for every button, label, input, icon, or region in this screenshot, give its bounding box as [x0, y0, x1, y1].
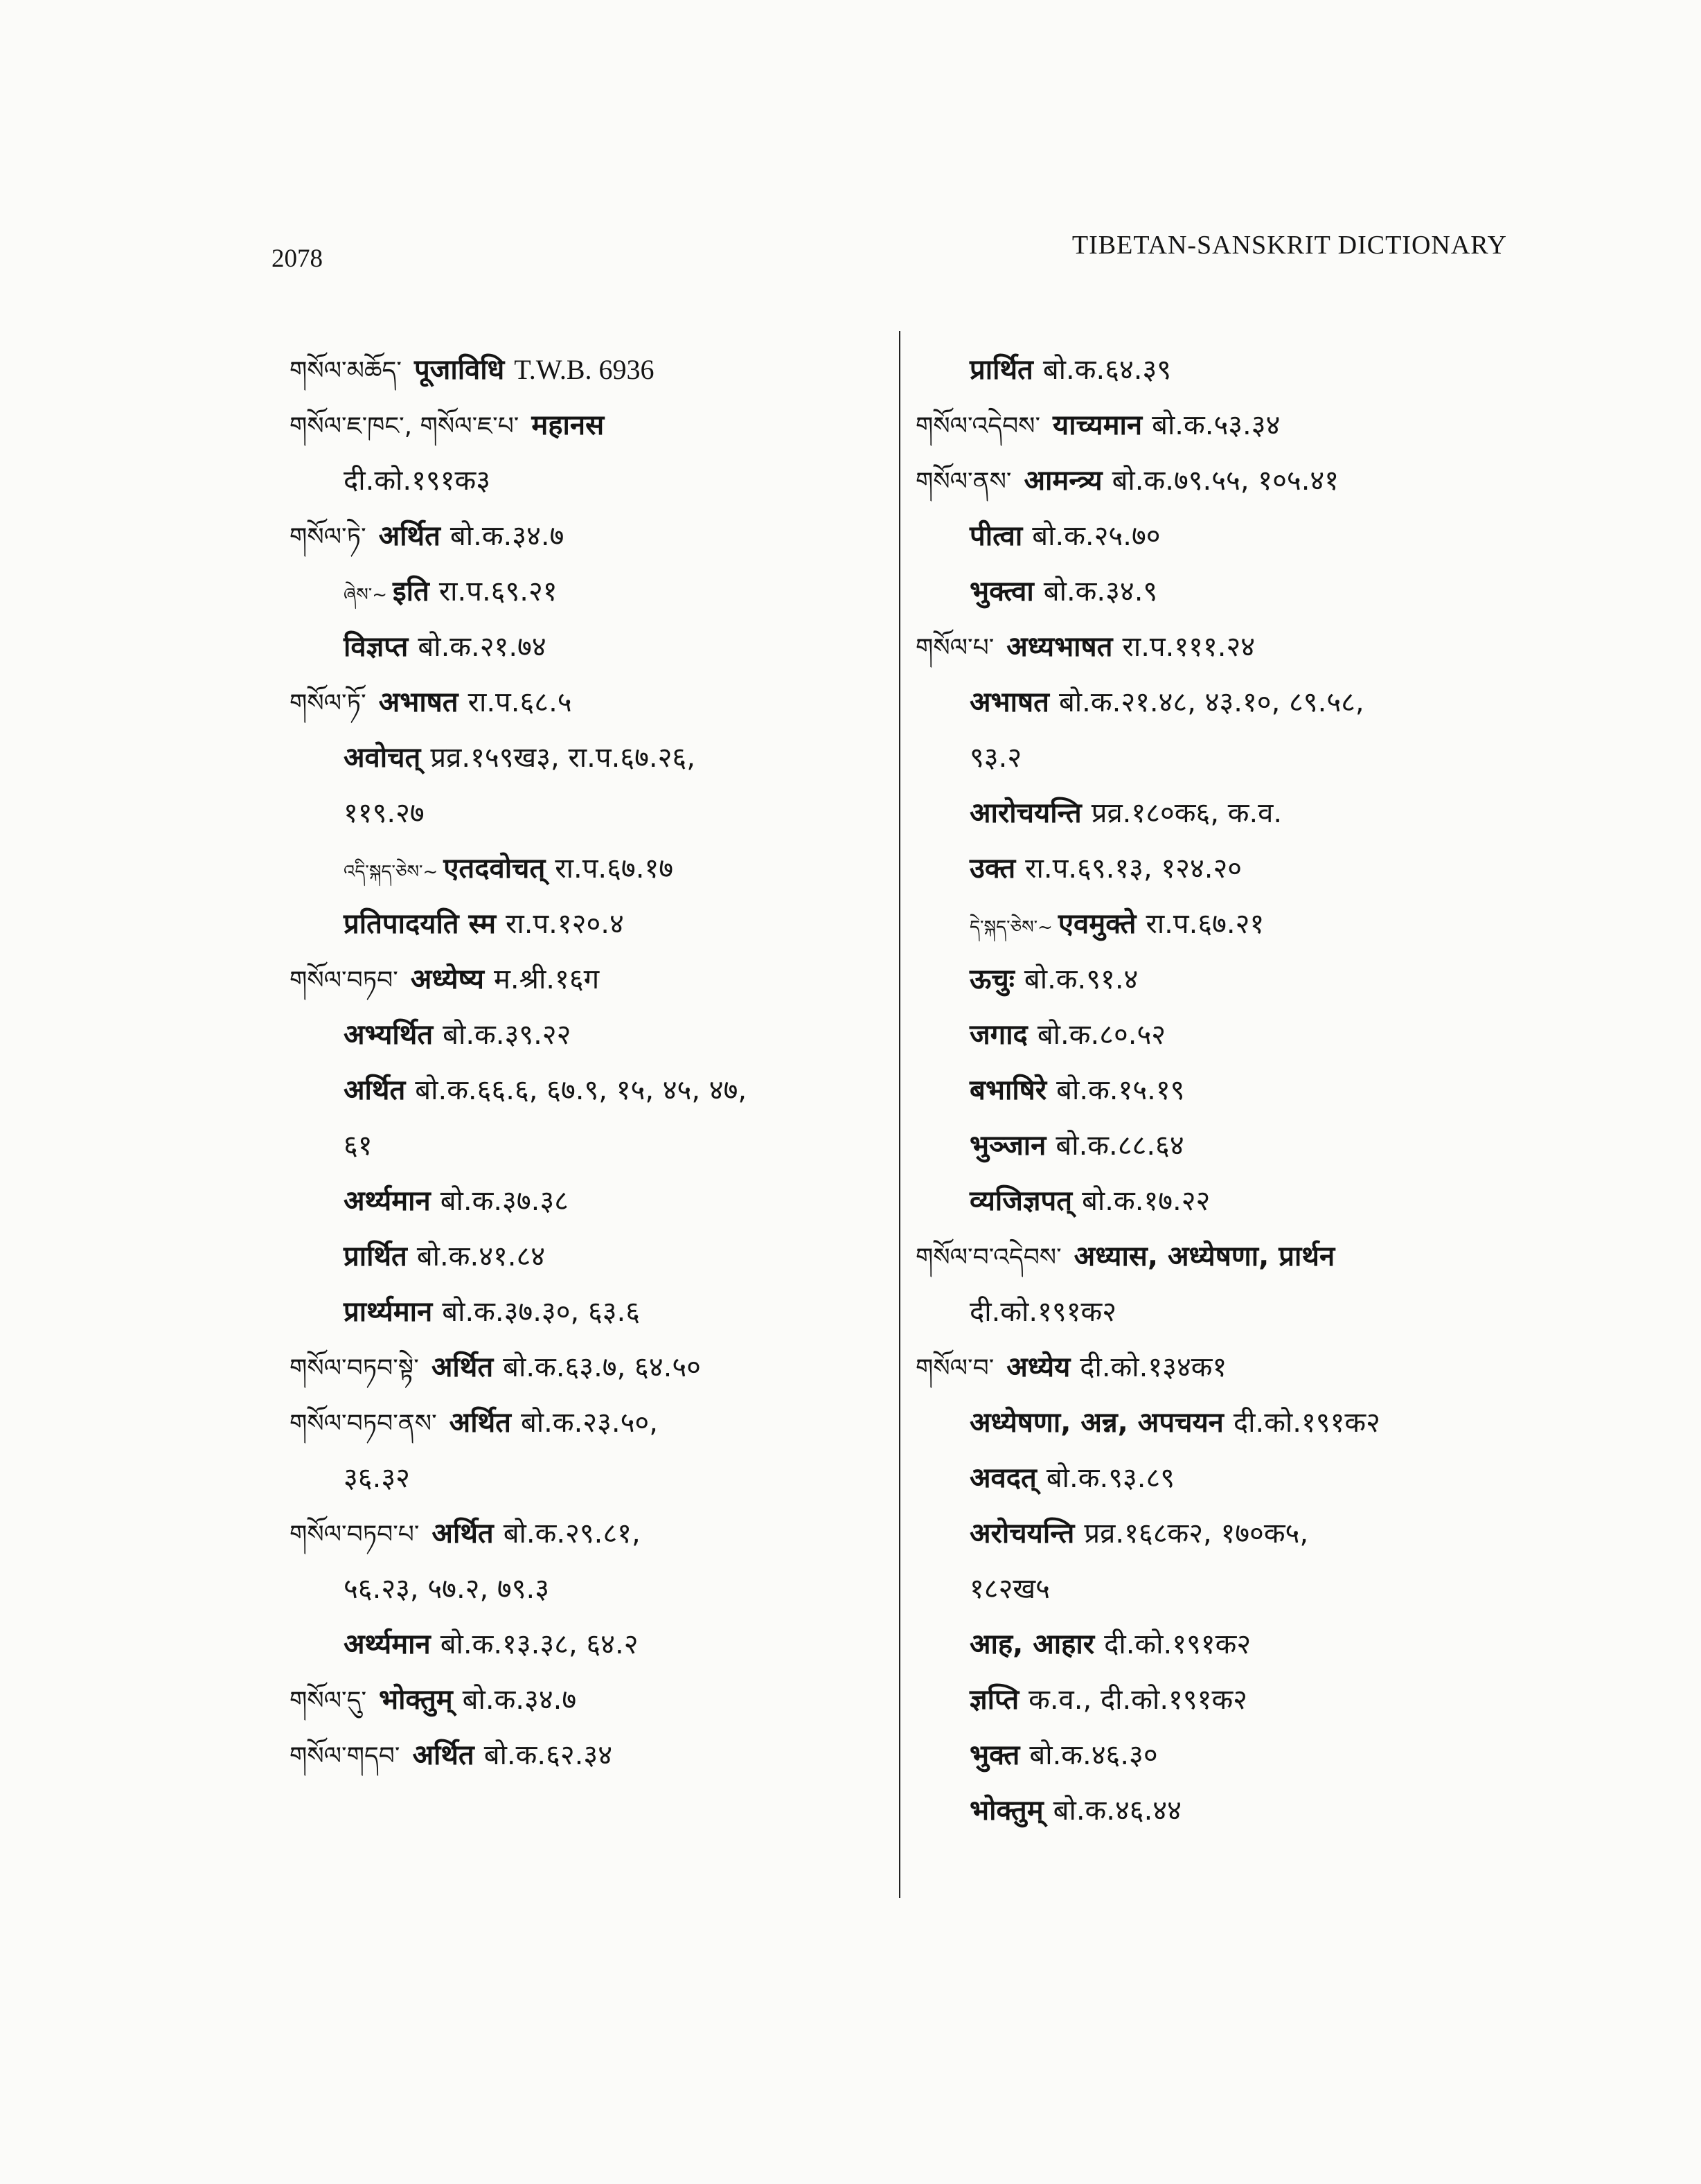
entry-line	[916, 398, 1525, 453]
sub-entry-line	[290, 1617, 857, 1672]
tibetan-phrase: དེ་སྐད་ཅེས་~	[970, 917, 1053, 938]
sub-entry-line	[290, 1284, 857, 1340]
entry-line	[916, 1229, 1525, 1284]
sanskrit-equivalent: पूजाविधि	[413, 354, 505, 386]
tibetan-headword: གསོལ་མཆོད་	[290, 357, 402, 385]
sub-entry-line	[290, 1173, 857, 1229]
entry-line	[290, 508, 857, 564]
sanskrit-equivalent: एवमुक्ते	[1058, 908, 1137, 940]
column-divider	[899, 331, 900, 1898]
continuation-line	[916, 1284, 1525, 1340]
tibetan-headword: གསོལ་བཏབ་པ་	[290, 1520, 420, 1549]
continuation-line	[290, 1450, 857, 1506]
sanskrit-equivalent: भुञ्जान	[970, 1130, 1047, 1162]
source-reference: प्रव्र.१५९ख३, रा.प.६७.२६,	[430, 742, 695, 774]
sanskrit-equivalent: विज्ञप्त	[344, 631, 409, 663]
sub-entry-line	[916, 896, 1525, 952]
sanskrit-equivalent: याच्यमान	[1053, 409, 1143, 441]
sub-entry-line	[916, 1783, 1525, 1838]
continuation-line	[916, 730, 1525, 785]
source-reference: दी.को.१९१क३	[344, 465, 491, 497]
source-reference: बो.क.८०.५२	[1037, 1019, 1166, 1051]
source-reference: प्रव्र.१८०क६, क.व.	[1091, 797, 1283, 829]
sub-entry-line	[290, 730, 857, 785]
sub-entry-line	[916, 1728, 1525, 1783]
tibetan-headword: གསོལ་བཏབ་ནས་	[290, 1410, 437, 1438]
sanskrit-equivalent: आमन्त्र्य	[1024, 465, 1103, 497]
source-reference: बो.क.९३.८९	[1046, 1462, 1175, 1494]
source-reference: रा.प.१११.२४	[1122, 631, 1256, 663]
source-reference: बो.क.२९.८१,	[503, 1518, 641, 1550]
entry-line	[290, 952, 857, 1007]
source-reference: रा.प.६९.१३, १२४.२०	[1025, 853, 1243, 885]
sub-entry-line	[916, 1063, 1525, 1118]
sub-entry-line	[290, 1007, 857, 1063]
source-reference: ९३.२	[970, 742, 1022, 774]
sanskrit-equivalent: उक्त	[970, 853, 1016, 885]
entry-line	[290, 1340, 857, 1395]
tibetan-headword: གསོལ་ཏེ་	[290, 523, 366, 551]
sanskrit-equivalent: अवदत्	[970, 1462, 1037, 1494]
source-reference: बो.क.९१.४	[1024, 964, 1139, 995]
source-reference: बो.क.४६.४४	[1053, 1795, 1182, 1827]
entry-line	[290, 1506, 857, 1561]
sub-entry-line	[290, 1063, 857, 1118]
source-reference: बो.क.६४.३९	[1042, 354, 1172, 386]
source-reference: बो.क.८८.६४	[1056, 1130, 1184, 1162]
tibetan-headword: གསོལ་དུ་	[290, 1687, 367, 1715]
sanskrit-equivalent: ऊचुः	[970, 964, 1015, 995]
sub-entry-line	[916, 1118, 1525, 1173]
entry-line	[290, 1728, 857, 1783]
sub-entry-line	[916, 785, 1525, 841]
tibetan-headword: གསོལ་བ་	[916, 1354, 995, 1383]
sanskrit-equivalent: जगाद	[970, 1019, 1028, 1051]
sub-entry-line	[916, 1395, 1525, 1450]
sanskrit-equivalent: आह, आहार	[970, 1628, 1095, 1660]
source-reference: क.व., दी.को.१९१क२	[1028, 1684, 1247, 1716]
entry-line	[916, 619, 1525, 675]
source-reference: रा.प.६९.२१	[438, 576, 558, 607]
source-reference: दी.को.१९१क२	[970, 1296, 1117, 1328]
sanskrit-equivalent: महानस	[531, 409, 605, 441]
sanskrit-equivalent: आरोचयन्ति	[970, 797, 1082, 829]
sanskrit-equivalent: प्रार्थित	[970, 354, 1033, 386]
sanskrit-equivalent: भुक्त्वा	[970, 576, 1034, 607]
sub-entry-line	[916, 1506, 1525, 1561]
sub-entry-line	[916, 564, 1525, 619]
sanskrit-equivalent: अभ्यर्थित	[344, 1019, 434, 1051]
sub-entry-line	[290, 564, 857, 619]
source-reference: ११९.२७	[344, 797, 425, 829]
sub-entry-line	[916, 1173, 1525, 1229]
source-reference: म.श्री.१६ग	[493, 964, 600, 995]
source-reference: बो.क.४६.३०	[1029, 1739, 1158, 1771]
sanskrit-equivalent: इति	[393, 576, 429, 607]
entry-line	[290, 675, 857, 730]
tibetan-headword: གསོལ་འདེབས་	[916, 412, 1041, 441]
sub-entry-line	[916, 1617, 1525, 1672]
continuation-line	[916, 1561, 1525, 1617]
left-column	[290, 342, 857, 1783]
source-reference: दी.को.१९१क२	[1104, 1628, 1252, 1660]
sanskrit-equivalent: अध्येय	[1006, 1351, 1071, 1383]
sanskrit-equivalent: अरोचयन्ति	[970, 1518, 1075, 1550]
source-reference: बो.क.६६.६, ६७.९, १५, ४५, ४७,	[415, 1074, 747, 1106]
sanskrit-equivalent: अर्थित	[378, 520, 440, 552]
sanskrit-equivalent: अर्थ्यमान	[344, 1628, 431, 1660]
sanskrit-equivalent: अर्थित	[449, 1407, 511, 1439]
sanskrit-equivalent: अध्येष्य	[410, 964, 484, 995]
source-reference: बो.क.६३.७, ६४.५०	[503, 1351, 701, 1383]
sanskrit-equivalent: भोक्तुम्	[970, 1795, 1044, 1827]
entry-line	[916, 1340, 1525, 1395]
entry-line	[290, 1395, 857, 1450]
sub-entry-line	[916, 841, 1525, 896]
source-reference: बो.क.१५.१९	[1056, 1074, 1185, 1106]
source-reference: दी.को.१९१क२	[1233, 1407, 1380, 1439]
source-reference: बो.क.३४.७	[449, 520, 564, 552]
tibetan-phrase: ཞེས་~	[344, 585, 387, 605]
source-reference: ३६.३२	[344, 1462, 410, 1494]
source-reference: T.W.B. 6936	[514, 354, 654, 385]
sub-entry-line	[916, 1007, 1525, 1063]
source-reference: बो.क.२१.४८, ४३.१०, ८९.५८,	[1058, 686, 1364, 718]
sub-entry-line	[290, 896, 857, 952]
sanskrit-equivalent: व्यजिज्ञपत्	[970, 1185, 1073, 1217]
sub-entry-line	[916, 508, 1525, 564]
tibetan-headword: གསོལ་བ་འདེབས་	[916, 1243, 1062, 1272]
sanskrit-equivalent: अध्येषणा, अन्न, अपचयन	[970, 1407, 1224, 1439]
sanskrit-equivalent: अवोचत्	[344, 742, 421, 774]
entry-line	[290, 398, 857, 453]
sub-entry-line	[916, 342, 1525, 398]
sanskrit-equivalent: प्रार्थित	[344, 1241, 407, 1272]
sanskrit-equivalent: अध्यभाषत	[1006, 631, 1113, 663]
sub-entry-line	[916, 1450, 1525, 1506]
sanskrit-equivalent: अभाषत	[378, 686, 458, 718]
source-reference: बो.क.३७.३०, ६३.६	[442, 1296, 641, 1328]
sanskrit-equivalent: अर्थ्यमान	[344, 1185, 431, 1217]
source-reference: बो.क.४१.८४	[416, 1241, 546, 1272]
sub-entry-line	[290, 841, 857, 896]
source-reference: बो.क.३४.७	[462, 1684, 577, 1716]
sanskrit-equivalent: एतदवोचत्	[443, 853, 546, 885]
source-reference: दी.को.१३४क१	[1080, 1351, 1227, 1383]
tibetan-headword: གསོལ་གདབ་	[290, 1742, 400, 1770]
tibetan-headword: གསོལ་བཏབ་སྟེ་	[290, 1354, 419, 1383]
source-reference: बो.क.६२.३४	[483, 1739, 612, 1771]
source-reference: रा.प.६८.५	[467, 686, 572, 718]
entry-line	[290, 342, 857, 398]
source-reference: बो.क.२३.५०,	[520, 1407, 658, 1439]
source-reference: प्रव्र.१६८क२, १७०क५,	[1084, 1518, 1309, 1550]
sub-entry-line	[916, 952, 1525, 1007]
sub-entry-line	[290, 619, 857, 675]
source-reference: बो.क.७९.५५, १०५.४१	[1112, 465, 1339, 497]
sub-entry-line	[916, 1672, 1525, 1728]
tibetan-headword: གསོལ་ཇ་ཁང་, གསོལ་ཇ་པ་	[290, 412, 519, 441]
entry-line	[916, 453, 1525, 508]
tibetan-phrase: འདི་སྐད་ཅེས་~	[344, 862, 438, 882]
tibetan-headword: གསོལ་ནས་	[916, 468, 1012, 496]
sanskrit-equivalent: अर्थित	[431, 1351, 494, 1383]
sanskrit-equivalent: अभाषत	[970, 686, 1049, 718]
source-reference: बो.क.३७.३८	[440, 1185, 569, 1217]
right-column	[916, 342, 1525, 1838]
source-reference: ६१	[344, 1130, 373, 1162]
tibetan-headword: གསོལ་བཏབ་	[290, 966, 398, 995]
continuation-line	[290, 785, 857, 841]
sanskrit-equivalent: अध्यास, अध्येषणा, प्रार्थन	[1074, 1241, 1335, 1272]
continuation-line	[290, 1561, 857, 1617]
sanskrit-equivalent: अर्थित	[412, 1739, 474, 1771]
running-head: TIBETAN-SANSKRIT DICTIONARY	[1071, 231, 1507, 260]
tibetan-headword: གསོལ་ཏོ་	[290, 689, 366, 718]
source-reference: रा.प.६७.२१	[1146, 908, 1265, 940]
sanskrit-equivalent: अर्थित	[344, 1074, 406, 1106]
source-reference: रा.प.१२०.४	[506, 908, 624, 940]
source-reference: बो.क.२५.७०	[1032, 520, 1161, 552]
sanskrit-equivalent: भोक्तुम्	[379, 1684, 453, 1716]
continuation-line	[290, 1118, 857, 1173]
sub-entry-line	[290, 1229, 857, 1284]
source-reference: ५६.२३, ५७.२, ७९.३	[344, 1573, 550, 1605]
sanskrit-equivalent: प्रतिपादयति स्म	[344, 908, 497, 940]
continuation-line	[290, 453, 857, 508]
source-reference: बो.क.२१.७४	[418, 631, 546, 663]
sanskrit-equivalent: भुक्त	[970, 1739, 1020, 1771]
page-number: 2078	[271, 245, 323, 273]
source-reference: बो.क.१३.३८, ६४.२	[440, 1628, 639, 1660]
sub-entry-line	[916, 675, 1525, 730]
entry-line	[290, 1672, 857, 1728]
sanskrit-equivalent: प्रार्थ्यमान	[344, 1296, 433, 1328]
tibetan-headword: གསོལ་པ་	[916, 634, 995, 662]
sanskrit-equivalent: अर्थित	[431, 1518, 494, 1550]
sanskrit-equivalent: पीत्वा	[970, 520, 1023, 552]
source-reference: बो.क.३४.९	[1043, 576, 1158, 607]
sanskrit-equivalent: बभाषिरे	[970, 1074, 1047, 1106]
source-reference: बो.क.५३.३४	[1152, 409, 1281, 441]
sanskrit-equivalent: ज्ञप्ति	[970, 1684, 1019, 1716]
source-reference: रा.प.६७.१७	[555, 853, 674, 885]
source-reference: १८२ख५	[970, 1573, 1050, 1605]
source-reference: बो.क.१७.२२	[1082, 1185, 1211, 1217]
source-reference: बो.क.३९.२२	[443, 1019, 571, 1051]
